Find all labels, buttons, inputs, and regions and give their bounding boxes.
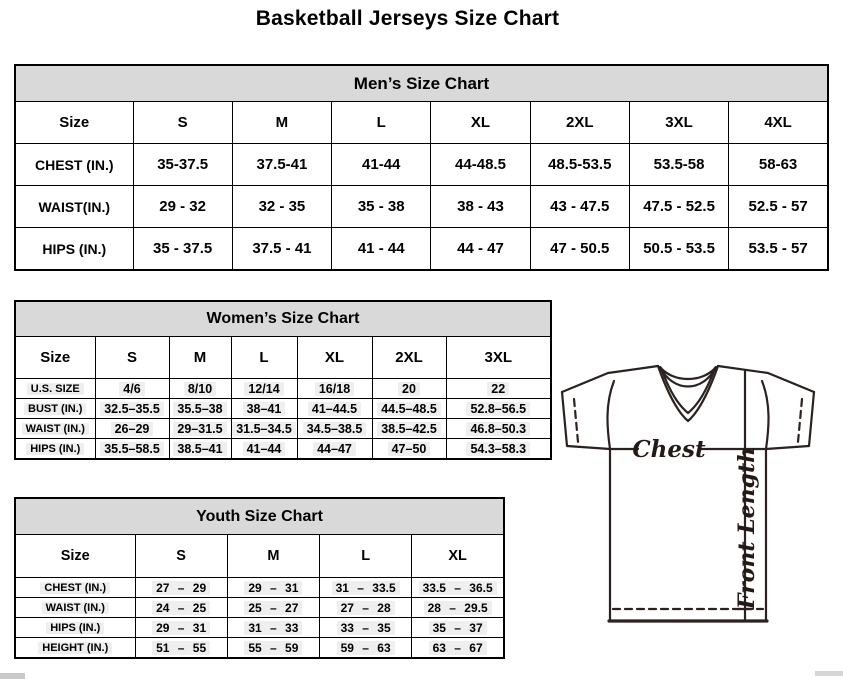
size-value [446, 419, 551, 439]
size-value-text: 8/10 [184, 382, 216, 396]
size-value-text: 29 – 31 [244, 581, 302, 595]
row-label [15, 379, 95, 399]
womens-size-chart [14, 300, 552, 460]
size-value [135, 618, 227, 638]
size-value [320, 618, 412, 638]
size-value-text: 35.5–38 [173, 402, 226, 416]
row-label-text: HEIGHT (IN.) [38, 642, 112, 654]
size-value-text: 38–41 [243, 402, 286, 416]
size-value-text: 32.5–35.5 [100, 402, 164, 416]
size-value-text: 52.8–56.5 [466, 402, 530, 416]
size-value: 50.5 - 53.5 [629, 228, 728, 271]
size-value-text: 31 – 33 [244, 621, 302, 635]
size-value-text: 31 – 33.5 [332, 581, 400, 595]
youth-header-m: M [227, 535, 319, 578]
size-value-text: 20 [398, 382, 420, 396]
size-value [297, 439, 372, 460]
size-value [297, 399, 372, 419]
men-header-size: Size [15, 102, 133, 144]
size-value [297, 379, 372, 399]
size-value [446, 379, 551, 399]
size-value: 41-44 [332, 144, 431, 186]
size-value [135, 638, 227, 659]
size-value: 37.5 - 41 [232, 228, 331, 271]
size-value: 35 - 38 [332, 186, 431, 228]
men-header-xl: XL [431, 102, 530, 144]
size-value-text: 41–44.5 [308, 402, 361, 416]
table-row [15, 399, 551, 419]
women-header-3xl: 3XL [446, 337, 551, 379]
womens-chart-title: Women’s Size Chart [15, 301, 551, 337]
table-row [15, 228, 828, 271]
size-value-text: 4/6 [119, 382, 144, 396]
table-row [15, 598, 504, 618]
size-value: 41 - 44 [332, 228, 431, 271]
row-label-text: HIPS (IN.) [26, 443, 84, 455]
mens-chart-title: Men’s Size Chart [15, 65, 828, 102]
row-label [15, 399, 95, 419]
size-value-text: 16/18 [315, 382, 354, 396]
men-header-3xl: 3XL [629, 102, 728, 144]
size-value [169, 419, 231, 439]
women-header-m: M [169, 337, 231, 379]
youth-chart-title: Youth Size Chart [15, 498, 504, 535]
size-value [231, 419, 297, 439]
size-value [95, 419, 169, 439]
size-value [95, 399, 169, 419]
size-value [135, 578, 227, 598]
size-value [231, 379, 297, 399]
mens-size-chart [14, 64, 829, 271]
jersey-diagram [548, 356, 828, 636]
row-label [15, 598, 135, 618]
size-value: 38 - 43 [431, 186, 530, 228]
size-value [95, 439, 169, 460]
size-value [372, 439, 446, 460]
size-value: 47 - 50.5 [530, 228, 629, 271]
size-value: 32 - 35 [232, 186, 331, 228]
chest-label: Chest [632, 436, 706, 463]
size-value-text: 38.5–42.5 [377, 422, 441, 436]
size-value-text: 35.5–58.5 [100, 442, 164, 456]
scrollbar-artifact-right [815, 671, 843, 676]
size-value [169, 379, 231, 399]
size-value-text: 34.5–38.5 [303, 422, 367, 436]
size-value [231, 439, 297, 460]
women-header-l: L [231, 337, 297, 379]
size-value-text: 22 [487, 382, 509, 396]
table-row [15, 419, 551, 439]
size-value-text: 27 – 29 [152, 581, 210, 595]
size-value [320, 578, 412, 598]
size-value [320, 638, 412, 659]
women-header-2xl: 2XL [372, 337, 446, 379]
size-value [446, 399, 551, 419]
row-label [15, 419, 95, 439]
size-value-text: 63 – 67 [429, 641, 487, 655]
size-value: 37.5-41 [232, 144, 331, 186]
table-row [15, 439, 551, 460]
size-value [135, 598, 227, 618]
size-value [446, 439, 551, 460]
men-header-m: M [232, 102, 331, 144]
size-value [372, 379, 446, 399]
row-label [15, 578, 135, 598]
size-value [320, 598, 412, 618]
size-value [169, 399, 231, 419]
row-label: CHEST (IN.) [15, 144, 133, 186]
row-label-text: BUST (IN.) [24, 403, 86, 415]
size-value [412, 598, 504, 618]
row-label: HIPS (IN.) [15, 228, 133, 271]
row-label: WAIST(IN.) [15, 186, 133, 228]
table-row [15, 638, 504, 659]
size-value: 53.5 - 57 [729, 228, 828, 271]
size-value: 48.5-53.5 [530, 144, 629, 186]
size-value [372, 399, 446, 419]
size-value-text: 44–47 [313, 442, 356, 456]
size-value-text: 25 – 27 [244, 601, 302, 615]
front-length-label: Front Length [734, 446, 760, 610]
size-value-text: 28 – 29.5 [424, 601, 492, 615]
women-header-size: Size [15, 337, 95, 379]
scrollbar-artifact-left [0, 673, 25, 679]
size-value [297, 419, 372, 439]
size-value [227, 598, 319, 618]
women-header-xl: XL [297, 337, 372, 379]
row-label-text: WAIST (IN.) [22, 423, 89, 435]
table-row [15, 186, 828, 228]
size-value [227, 618, 319, 638]
size-value [412, 578, 504, 598]
size-value-text: 44.5–48.5 [377, 402, 441, 416]
size-value [412, 618, 504, 638]
men-header-4xl: 4XL [729, 102, 828, 144]
size-value-text: 24 – 25 [152, 601, 210, 615]
size-value-text: 55 – 59 [244, 641, 302, 655]
size-value [412, 638, 504, 659]
size-value [227, 638, 319, 659]
row-label-text: HIPS (IN.) [46, 622, 104, 634]
men-header-2xl: 2XL [530, 102, 629, 144]
size-value [372, 419, 446, 439]
youth-header-size: Size [15, 535, 135, 578]
size-value: 44 - 47 [431, 228, 530, 271]
size-value: 35-37.5 [133, 144, 232, 186]
youth-size-chart [14, 497, 505, 659]
youth-header-s: S [135, 535, 227, 578]
men-header-s: S [133, 102, 232, 144]
size-value-text: 33 – 35 [337, 621, 395, 635]
size-value-text: 26–29 [111, 422, 154, 436]
row-label-text: U.S. SIZE [27, 383, 84, 395]
size-value-text: 27 – 28 [337, 601, 395, 615]
youth-header-xl: XL [412, 535, 504, 578]
row-label-text: WAIST (IN.) [42, 602, 109, 614]
size-value [95, 379, 169, 399]
row-label-text: CHEST (IN.) [40, 582, 110, 594]
table-row [15, 379, 551, 399]
size-value-text: 51 – 55 [152, 641, 210, 655]
youth-header-l: L [320, 535, 412, 578]
size-value [169, 439, 231, 460]
row-label [15, 439, 95, 460]
size-value [227, 578, 319, 598]
size-value: 43 - 47.5 [530, 186, 629, 228]
size-value-text: 12/14 [244, 382, 283, 396]
page-title: Basketball Jerseys Size Chart [255, 7, 560, 30]
size-value-text: 54.3–58.3 [466, 442, 530, 456]
size-value: 52.5 - 57 [729, 186, 828, 228]
size-value-text: 59 – 63 [337, 641, 395, 655]
table-row [15, 578, 504, 598]
size-value-text: 46.8–50.3 [466, 422, 530, 436]
table-row [15, 144, 828, 186]
size-value-text: 41–44 [243, 442, 286, 456]
size-value-text: 47–50 [388, 442, 431, 456]
size-value-text: 29–31.5 [173, 422, 226, 436]
size-value [231, 399, 297, 419]
size-value-text: 33.5 – 36.5 [419, 581, 497, 595]
size-value-text: 29 – 31 [152, 621, 210, 635]
size-value: 58-63 [729, 144, 828, 186]
row-label [15, 618, 135, 638]
men-header-l: L [332, 102, 431, 144]
women-header-s: S [95, 337, 169, 379]
size-value-text: 38.5–41 [173, 442, 226, 456]
size-value: 47.5 - 52.5 [629, 186, 728, 228]
size-value-text: 35 – 37 [429, 621, 487, 635]
size-value: 29 - 32 [133, 186, 232, 228]
size-value: 44-48.5 [431, 144, 530, 186]
row-label [15, 638, 135, 659]
size-value: 53.5-58 [629, 144, 728, 186]
size-value-text: 31.5–34.5 [232, 422, 296, 436]
size-value: 35 - 37.5 [133, 228, 232, 271]
table-row [15, 618, 504, 638]
